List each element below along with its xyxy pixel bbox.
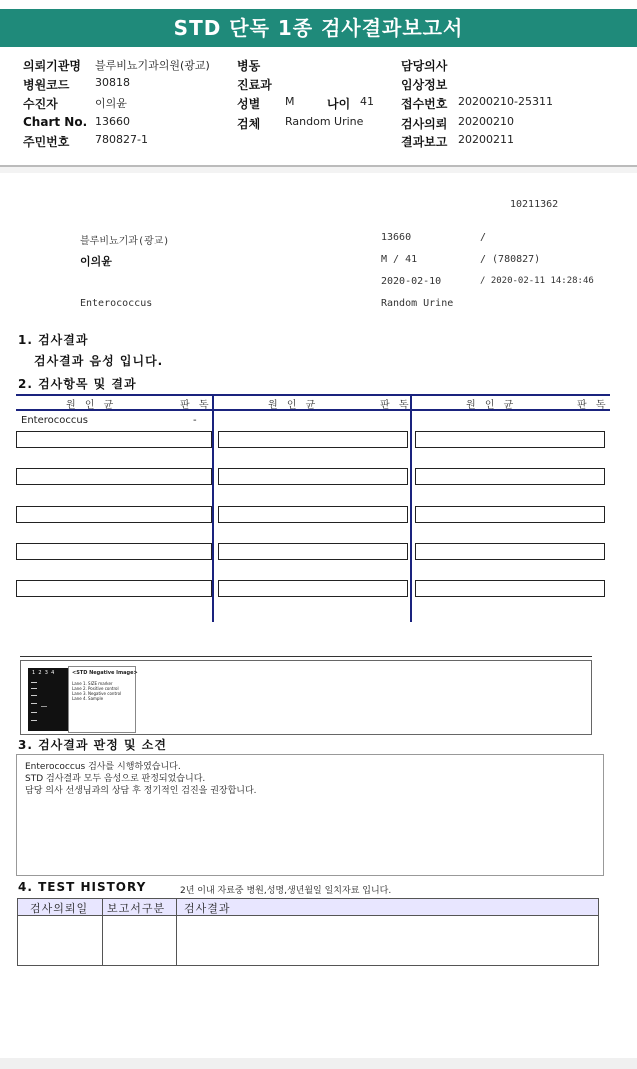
result-cell bbox=[218, 431, 408, 448]
history-table-header bbox=[17, 898, 599, 916]
doc-chart: 13660 bbox=[381, 232, 412, 243]
report-title: STD 단독 1종 검사결과보고서 bbox=[0, 9, 637, 47]
gel-band bbox=[41, 706, 47, 707]
hospital-code-label: 병원코드 bbox=[23, 78, 70, 92]
remark-line-3: 담당 의사 선생님과의 상담 후 정기적인 검진을 권장합니다. bbox=[25, 786, 257, 796]
doc-birth: / (780827) bbox=[480, 254, 541, 265]
history-col-request-date: 검사의뢰일 bbox=[30, 902, 89, 915]
gel-caption-title: <STD Negative Image> bbox=[72, 670, 138, 676]
history-col-divider-1 bbox=[102, 898, 103, 966]
section-3-title: 3. 검사결과 판정 및 소견 bbox=[18, 738, 167, 752]
resident-no-value: 780827-1 bbox=[95, 133, 148, 146]
gel-caption-lane-1: Lane 1. SIZE marker bbox=[72, 681, 113, 686]
doc-name: 이의윤 bbox=[80, 255, 112, 268]
section-4-title: 4. TEST HISTORY bbox=[18, 880, 147, 894]
gel-caption-box bbox=[68, 666, 136, 733]
result-cell bbox=[16, 468, 212, 485]
doctor-label: 담당의사 bbox=[401, 59, 448, 73]
history-note: 2년 이내 자료중 병원,성명,생년월일 일치자료 입니다. bbox=[180, 886, 392, 896]
result-organism-1: Enterococcus bbox=[21, 415, 88, 426]
doc-slash: / bbox=[480, 232, 487, 243]
result-cell bbox=[415, 506, 605, 523]
result-cell bbox=[218, 468, 408, 485]
result-cell bbox=[415, 543, 605, 560]
receipt-no-value: 20200210-25311 bbox=[458, 95, 553, 108]
department-label: 진료과 bbox=[237, 78, 272, 92]
doc-specimen: Random Urine bbox=[381, 298, 454, 309]
gel-band bbox=[31, 682, 37, 683]
result-cell bbox=[415, 580, 605, 597]
doc-hospital: 블루비뇨기과(광교) bbox=[80, 236, 170, 247]
doc-date-request: 2020-02-10 bbox=[381, 276, 442, 287]
age-label: 나이 bbox=[327, 97, 351, 111]
section-2-title: 2. 검사항목 및 결과 bbox=[18, 377, 137, 391]
receipt-no-label: 접수번호 bbox=[401, 97, 448, 111]
result-cell bbox=[415, 468, 605, 485]
remarks-box bbox=[16, 754, 604, 876]
gel-band bbox=[31, 720, 37, 721]
sex-label: 성별 bbox=[237, 97, 261, 111]
col-header-organism-2: 원 인 균 bbox=[268, 400, 319, 411]
request-date-value: 20200210 bbox=[458, 115, 514, 128]
section-1-result: 검사결과 음성 입니다. bbox=[34, 354, 164, 368]
age-value: 41 bbox=[360, 95, 374, 108]
remark-line-2: STD 검사결과 모두 음성으로 판정되었습니다. bbox=[25, 774, 206, 784]
gel-band bbox=[31, 712, 37, 713]
result-cell bbox=[16, 580, 212, 597]
col-header-judge-2: 판 독 bbox=[380, 400, 412, 411]
clinical-info-label: 임상정보 bbox=[401, 78, 448, 92]
col-header-organism-3: 원 인 균 bbox=[466, 400, 517, 411]
gel-image bbox=[28, 668, 68, 731]
specimen-label: 검체 bbox=[237, 117, 261, 131]
col-header-organism-1: 원 인 균 bbox=[66, 400, 117, 411]
col-header-judge-3: 판 독 bbox=[577, 400, 609, 411]
requester-label: 의뢰기관명 bbox=[23, 59, 81, 73]
request-date-label: 검사의뢰 bbox=[401, 117, 448, 131]
gel-band bbox=[31, 703, 37, 704]
chart-no-label: Chart No. bbox=[23, 115, 88, 129]
doc-date-report: / 2020-02-11 14:28:46 bbox=[480, 276, 594, 286]
hospital-code-value: 30818 bbox=[95, 76, 130, 89]
remark-line-1: Enterococcus 검사를 시행하였습니다. bbox=[25, 762, 181, 772]
result-cell bbox=[218, 543, 408, 560]
doc-code: 10211362 bbox=[510, 199, 559, 210]
patient-value: 이의윤 bbox=[95, 97, 127, 110]
header-shadow bbox=[0, 167, 637, 173]
page-footer-gap bbox=[0, 1058, 637, 1069]
results-table-divider-2 bbox=[410, 394, 412, 622]
result-value-1: - bbox=[193, 415, 197, 426]
gel-band bbox=[31, 695, 37, 696]
result-cell bbox=[415, 431, 605, 448]
patient-label: 수진자 bbox=[23, 97, 58, 111]
doc-test: Enterococcus bbox=[80, 298, 153, 309]
gel-band bbox=[31, 688, 37, 689]
history-table-body bbox=[17, 916, 599, 966]
section-1-title: 1. 검사결과 bbox=[18, 333, 89, 347]
gel-top-line bbox=[20, 656, 592, 657]
report-date-value: 20200211 bbox=[458, 133, 514, 146]
chart-no-value: 13660 bbox=[95, 115, 130, 128]
specimen-value: Random Urine bbox=[285, 115, 364, 128]
history-col-divider-2 bbox=[176, 898, 177, 966]
ward-label: 병동 bbox=[237, 59, 261, 73]
results-table-divider-1 bbox=[212, 394, 214, 622]
gel-caption-lane-2: Lane 2. Positive control bbox=[72, 686, 119, 691]
result-cell bbox=[16, 506, 212, 523]
col-header-judge-1: 판 독 bbox=[180, 400, 212, 411]
gel-caption-lane-4: Lane 4. Sample bbox=[72, 696, 104, 701]
gel-lane-labels: 1 2 3 4 bbox=[32, 670, 55, 676]
resident-no-label: 주민번호 bbox=[23, 135, 70, 149]
result-cell bbox=[16, 543, 212, 560]
gel-caption-lane-3: Lane 3. Negative control bbox=[72, 691, 122, 696]
result-cell bbox=[218, 580, 408, 597]
result-cell bbox=[218, 506, 408, 523]
requester-value: 블루비뇨기과의원(광교) bbox=[95, 59, 210, 72]
history-col-result: 검사결과 bbox=[184, 902, 231, 915]
doc-sex-age: M / 41 bbox=[381, 254, 418, 265]
report-date-label: 결과보고 bbox=[401, 135, 448, 149]
result-cell bbox=[16, 431, 212, 448]
history-col-report-type: 보고서구분 bbox=[107, 902, 166, 915]
sex-value: M bbox=[285, 95, 295, 108]
